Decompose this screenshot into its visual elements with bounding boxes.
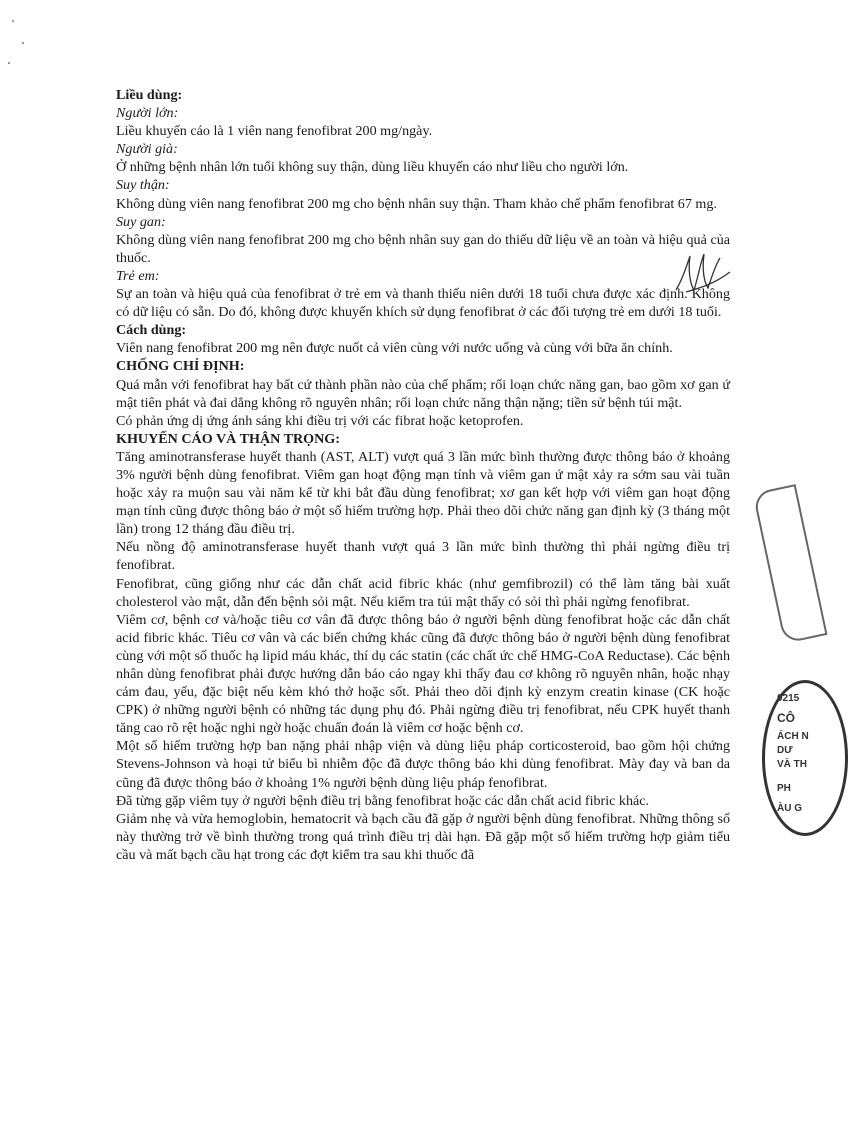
stamp-line: ÀU G	[777, 803, 802, 814]
stamp-line: CÔ	[777, 711, 795, 725]
paragraph: Liều khuyến cáo là 1 viên nang fenofibrat 200 mg/ngày.	[116, 123, 433, 140]
paragraph: Quá mẫn với fenofibrat hay bất cứ thành phần nào của chế phẩm; rối loạn chức năng gan, bao gồm xơ gan ứ mật tiên phát và đai dẳng không rõ nguyên nhân; rối loạn chức năng thận nặng; tiền sử bệnh túi mật.	[116, 376, 730, 411]
paragraph: Viên nang fenofibrat 200 mg nên được nuốt cả viên cùng với nước uống và cùng với bữa ăn chính.	[116, 340, 673, 357]
paragraph: Sự an toàn và hiệu quả của fenofibrat ở trẻ em và thanh thiếu niên dưới 18 tuổi chưa được xác định. Không có dữ liệu có sẵn. Do đó, không được khuyến khích sử dụng fenofibrat ở các đối tượng trẻ em dưới 18 tuổi.	[116, 286, 730, 321]
paragraph: Ở những bệnh nhân lớn tuổi không suy thận, dùng liều khuyến cáo như liều cho người lớn.	[116, 159, 629, 176]
stamp-line: ÁCH N	[777, 731, 809, 742]
paragraph: Tăng aminotransferase huyết thanh (AST, ALT) vượt quá 3 lần mức bình thường được thông báo ở khoảng 3% người bệnh dùng fenofibrat. Viêm gan hoạt động mạn tính và viêm gan ứ mật xảy ra sớm sau vài tuần hoặc xảy ra muộn sau vài năm kể từ khi bắt đầu dùng fenofibrat; xơ gan kết hợp với viêm gan hoạt động mạn tính cũng được thông báo ở một số hiếm trường hợp. Phải theo dõi chức năng gan định kỳ (3 tháng một lần) trong 12 tháng đầu điều trị.	[116, 448, 730, 538]
paragraph: Nếu nồng độ aminotransferase huyết thanh vượt quá 3 lần mức bình thường thì phải ngừng điều trị fenofibrat.	[116, 539, 730, 574]
paragraph: Fenofibrat, cũng giống như các dẫn chất acid fibric khác (như gemfibrozil) có thể làm tăng bài xuất cholesterol vào mật, dẫn đến bệnh sỏi mật. Nếu kiểm tra túi mật thấy có sỏi thì phải ngừng fenofibrat.	[116, 575, 730, 610]
company-stamp	[762, 680, 848, 836]
subheading: Suy thận:	[116, 177, 170, 194]
paragraph: Không dùng viên nang fenofibrat 200 mg cho bệnh nhân suy gan do thiếu dữ liệu về an toàn và hiệu quả của thuốc.	[116, 231, 730, 266]
section-heading: Liều dùng:	[116, 87, 183, 103]
page-edge-mark	[752, 484, 827, 644]
handwritten-signature	[672, 250, 732, 296]
section-heading: CHỐNG CHỈ ĐỊNH:	[116, 358, 245, 375]
stamp-line: 0215	[777, 693, 800, 704]
subheading: Người lớn:	[116, 105, 179, 122]
paragraph: Có phản ứng dị ứng ánh sáng khi điều trị với các fibrat hoặc ketoprofen.	[116, 412, 524, 429]
section-heading: KHUYẾN CÁO VÀ THẬN TRỌNG:	[116, 430, 340, 447]
subheading: Suy gan:	[116, 213, 166, 230]
paragraph: Một số hiếm trường hợp ban nặng phải nhập viện và dùng liệu pháp corticosteroid, bao gồm hội chứng Stevens-Johnson và hoại tử biểu bì nhiễm độc đã được thông báo khi dùng fenofibrat. Mày đay và ban da cũng đã được thông báo ở khoảng 1% người bệnh dùng liệu pháp fenofibrat.	[116, 738, 730, 791]
paragraph: Đã từng gặp viêm tụy ở người bệnh điều trị bằng fenofibrat hoặc các dẫn chất acid fibric khác.	[116, 792, 650, 809]
paragraph: Không dùng viên nang fenofibrat 200 mg cho bệnh nhân suy thận. Tham khảo chế phẩm fenofibrat 67 mg.	[116, 195, 717, 212]
subheading: Người già:	[116, 141, 178, 158]
section-heading: Cách dùng:	[116, 322, 187, 339]
stamp-line: VÀ TH	[777, 759, 807, 770]
paragraph: Viêm cơ, bệnh cơ và/hoặc tiêu cơ vân đã được thông báo ở người bệnh dùng fenofibrat hoặc các dẫn chất acid fibric khác. Tiêu cơ vân và các biến chứng khác cũng đã được thông báo ở người bệnh dùng fenofibrat cùng với một số thuốc hạ lipid máu khác, thí dụ các statin (các chất ức chế HMG-CoA Reductase). Các bệnh nhân dùng fenofibrat phải được hướng dẫn báo cáo ngay khi thấy đau cơ không rõ nguyên nhân, hoặc nhạy cảm đau, yếu, đặc biệt nếu kèm khó thở hoặc sốt. Phải theo dõi định kỳ enzym creatin kinase (CK hoặc CPK) ở những người bệnh có những tác dụng phụ đó. Phải ngừng điều trị fenofibrat, nếu CPK huyết thanh tăng cao rõ rệt hoặc nghi ngờ hoặc chuẩn đoán là viêm cơ hoặc bệnh cơ.	[116, 611, 730, 737]
paragraph: Giảm nhẹ và vừa hemoglobin, hematocrit và bạch cầu đã gặp ở người bệnh dùng fenofibrat. Những thông số này thường trở về bình thường trong quá trình điều trị dài hạn. Đã gặp một số hiếm trường hợp giảm tiểu cầu và mất bạch cầu hạt trong các đợt kiểm tra sau khi thuốc đã	[116, 810, 730, 863]
subheading: Trẻ em:	[116, 267, 160, 284]
stamp-line: PH	[777, 783, 791, 794]
document-body	[116, 86, 730, 864]
stamp-line: DƯ	[777, 745, 793, 756]
